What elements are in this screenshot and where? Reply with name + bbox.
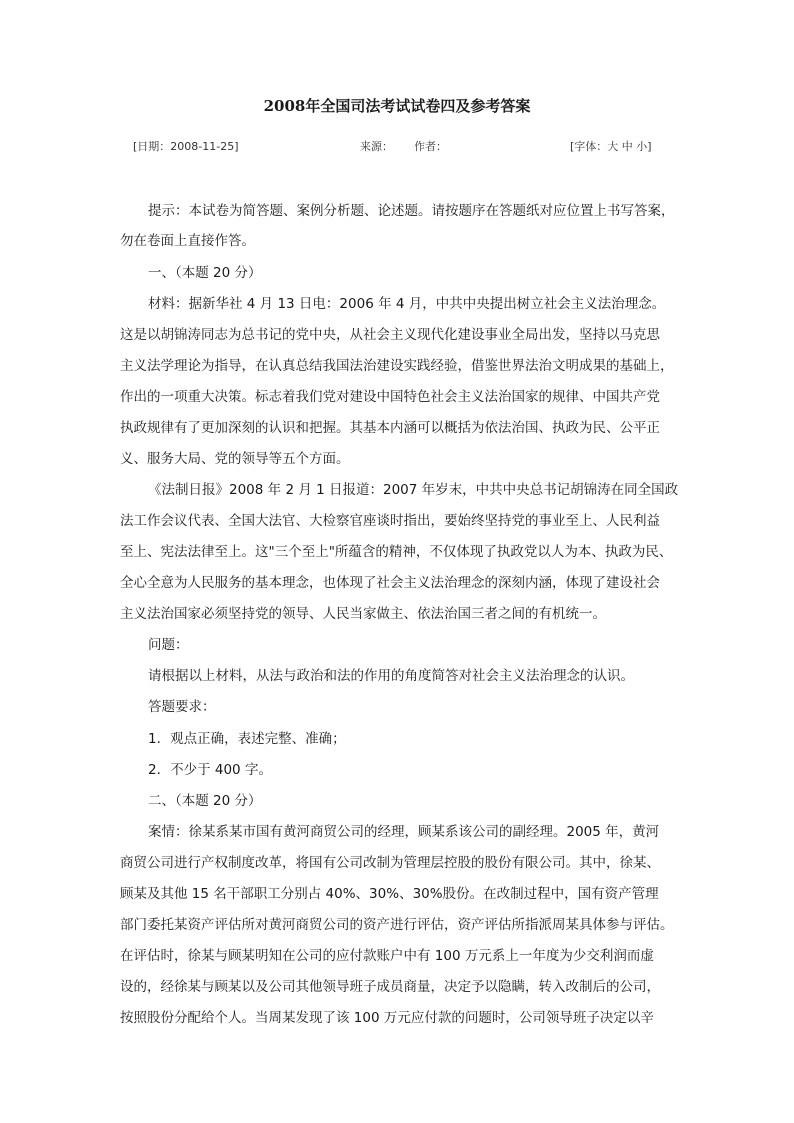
text-line: 主义法治国家必须坚持党的领导、人民当家做主、依法治国三者之间的有机统一。 [120, 606, 606, 622]
text-line: 法工作会议代表、全国大法官、大检察官座谈时指出，要始终坚持党的事业至上、人民利益 [120, 513, 660, 529]
section-heading: 二、（本题 20 分） [148, 793, 262, 809]
text-line: 案情：徐某系某市国有黄河商贸公司的经理，顾某系该公司的副经理。2005 年，黄河 [148, 824, 660, 840]
text-line: 设的，经徐某与顾某以及公司其他领导班子成员商量，决定予以隐瞒，转入改制后的公司， [120, 979, 660, 995]
text-line: 问题： [148, 637, 189, 653]
text-line: 顾某及其他 15 名干部职工分别占 40%、30%、30%股份。在改制过程中，国有资产管理 [120, 886, 659, 902]
text-line: 答题要求： [148, 699, 216, 715]
meta-date: [日期：2008-11-25] [133, 140, 239, 153]
text-line: 至上、宪法法律至上。这"三个至上"所蕴含的精神，不仅体现了执政党以人为本、执政为民、 [120, 544, 673, 560]
text-line: 提示：本试卷为简答题、案例分析题、论述题。请按题序在答题纸对应位置上书写答案， [148, 203, 675, 219]
list-item: 1．观点正确，表述完整、准确； [148, 731, 346, 747]
text-line: 请根据以上材料，从法与政治和法的作用的角度简答对社会主义法治理念的认识。 [148, 668, 634, 684]
text-line: 执政规律有了更加深刻的认识和把握。其基本内涵可以概括为依法治国、执政为民、公平正 [120, 420, 660, 436]
text-line: 材料：据新华社 4 月 13 日电：2006 年 4 月，中共中央提出树立社会主义法治理念。 [148, 296, 666, 312]
text-line: 作出的一项重大决策。标志着我们党对建设中国特色社会主义法治国家的规律、中国共产党 [120, 389, 660, 405]
text-line: 义、服务大局、党的领导等五个方面。 [120, 451, 350, 467]
meta-author: 作者： [414, 140, 447, 153]
text-line: 主义法学理论为指导，在认真总结我国法治建设实践经验，借鉴世界法治文明成果的基础上， [120, 358, 674, 374]
document-title: 2008年全国司法考试试卷四及参考答案 [263, 97, 531, 115]
text-line: 在评估时，徐某与顾某明知在公司的应付款账户中有 100 万元系上一年度为少交利润而虚 [120, 948, 654, 964]
text-line: 《法制日报》2008 年 2 月 1 日报道：2007 年岁末，中共中央总书记胡锦涛在同全国政 [148, 482, 679, 498]
list-item: 2．不少于 400 字。 [148, 762, 272, 778]
text-line: 全心全意为人民服务的基本理念，也体现了社会主义法治理念的深刻内涵，体现了建设社会 [120, 575, 660, 591]
text-line: 部门委托某资产评估所对黄河商贸公司的资产进行评估，资产评估所指派周某具体参与评估。 [120, 917, 674, 933]
text-line: 勿在卷面上直接作答。 [120, 233, 255, 249]
text-line: 按照股份分配给个人。当周某发现了该 100 万元应付款的问题时，公司领导班子决定以辛 [120, 1010, 654, 1026]
text-line: 商贸公司进行产权制度改革，将国有公司改制为管理层控股的股份有限公司。其中，徐某、 [120, 855, 660, 871]
meta-font-size[interactable]: [字体：大 中 小] [570, 140, 652, 153]
text-line: 这是以胡锦涛同志为总书记的党中央，从社会主义现代化建设事业全局出发，坚持以马克思 [120, 327, 660, 343]
section-heading: 一、（本题 20 分） [148, 265, 262, 281]
meta-source: 来源： [360, 140, 393, 153]
